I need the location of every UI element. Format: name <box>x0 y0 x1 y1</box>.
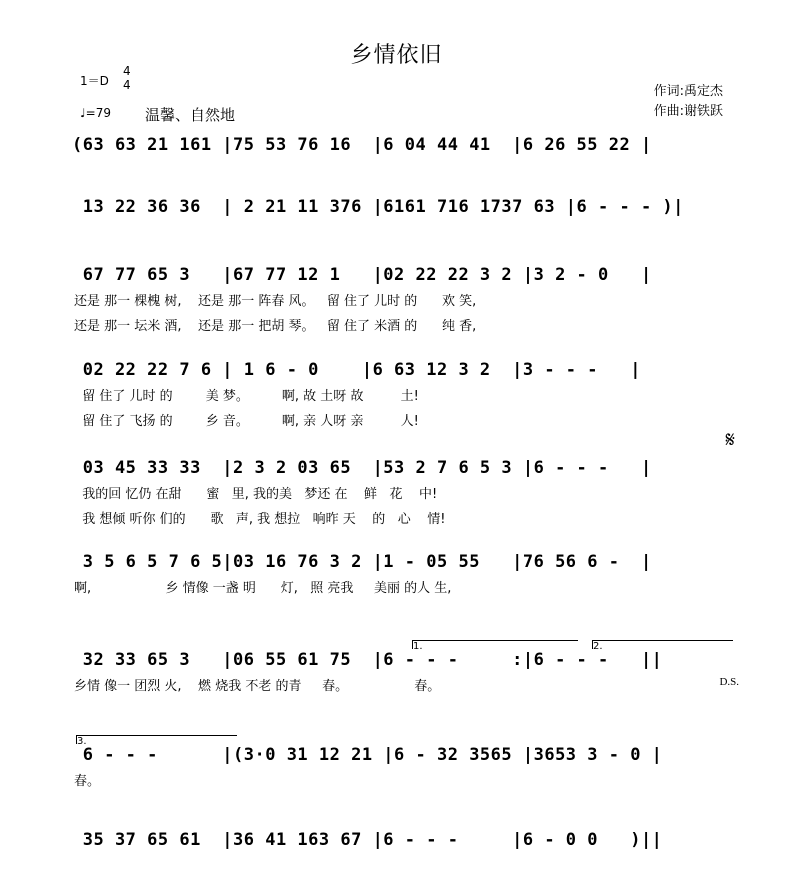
notes-line-8: 6 - - - |(3·0 31 12 21 |6 - 32 3565 |3653 3 - 0 | <box>72 745 663 765</box>
lyrics-line-3-verse-2: 还是 那一 坛米 酒, 还是 那一 把胡 琴。 留 住了 米酒 的 纯 香, <box>74 319 477 334</box>
notes-line-7: 32 33 65 3 |06 55 61 75 |6 - - - :|6 - - - || <box>72 650 663 670</box>
key-signature: 1＝D <box>80 74 109 88</box>
notes-line-9: 35 37 65 61 |36 41 163 67 |6 - - - |6 - 0 0 )|| <box>72 830 663 850</box>
lyricist-credit: 作词:禹定杰 <box>653 84 723 99</box>
lyrics-line-7: 乡情 像一 团烈 火, 燃 烧我 不老 的青 春。 春。 <box>74 679 441 694</box>
lyrics-line-4-verse-2: 留 住了 飞扬 的 乡 音。 啊, 亲 人呀 亲 人! <box>74 414 419 429</box>
notes-line-6: 3 5 6 5 7 6 5|03 16 76 3 2 |1 - 05 55 |76 56 6 - | <box>72 552 652 572</box>
lyrics-line-5-verse-1: 我的回 忆仍 在甜 蜜 里, 我的美 梦还 在 鲜 花 中! <box>74 487 438 502</box>
lyrics-line-4-verse-1: 留 住了 儿时 的 美 梦。 啊, 故 土呀 故 土! <box>74 389 419 404</box>
score-line-1 <box>72 135 731 175</box>
dal-segno-mark: D.S. <box>719 676 739 688</box>
composer-credit: 作曲:谢铁跃 <box>653 104 723 119</box>
score-line-2 <box>72 197 731 237</box>
volta-2: 2. <box>592 640 733 649</box>
score-line-7 <box>72 641 739 695</box>
notes-line-4: 02 22 22 7 6 | 1 6 - 0 |6 63 12 3 2 |3 - - - | <box>72 360 641 380</box>
score-line-9 <box>72 830 731 870</box>
lyrics-line-3-verse-1: 还是 那一 棵槐 树, 还是 那一 阵春 风。 留 住了 儿时 的 欢 笑, <box>74 294 477 309</box>
volta-1: 1. <box>412 640 578 649</box>
score-line-4 <box>72 360 731 430</box>
score-line-6 <box>72 552 731 597</box>
song-title: 乡情依旧 <box>350 43 443 68</box>
tempo-marking: ♩=79 <box>80 106 111 120</box>
lyrics-line-8: 春。 <box>74 774 101 789</box>
score-line-8 <box>72 736 731 790</box>
lyrics-line-5-verse-2: 我 想倾 听你 们的 歌 声, 我 想拉 响昨 天 的 心 情! <box>74 512 446 527</box>
notes-line-2: 13 22 36 36 | 2 21 11 376 |6161 716 1737 63 |6 - - - )| <box>72 197 684 217</box>
expression-marking: 温馨、自然地 <box>145 106 236 124</box>
volta-3: 3. <box>76 735 237 744</box>
segno-sign: 𝄋 <box>725 428 735 453</box>
score-line-3 <box>72 265 731 335</box>
notes-line-3: 67 77 65 3 |67 77 12 1 |02 22 22 3 2 |3 2 - 0 | <box>72 265 652 285</box>
notes-line-1: (63 63 21 161 |75 53 76 16 |6 04 44 41 |6 26 55 22 | <box>72 135 652 155</box>
lyrics-line-6: 啊, 乡 情像 一盏 明 灯, 照 亮我 美丽 的人 生, <box>74 581 452 596</box>
notes-line-5: 03 45 33 33 |2 3 2 03 65 |53 2 7 6 5 3 |6 - - - | <box>72 458 652 478</box>
score-line-5 <box>72 458 731 528</box>
time-signature: 4 4 <box>123 64 131 92</box>
